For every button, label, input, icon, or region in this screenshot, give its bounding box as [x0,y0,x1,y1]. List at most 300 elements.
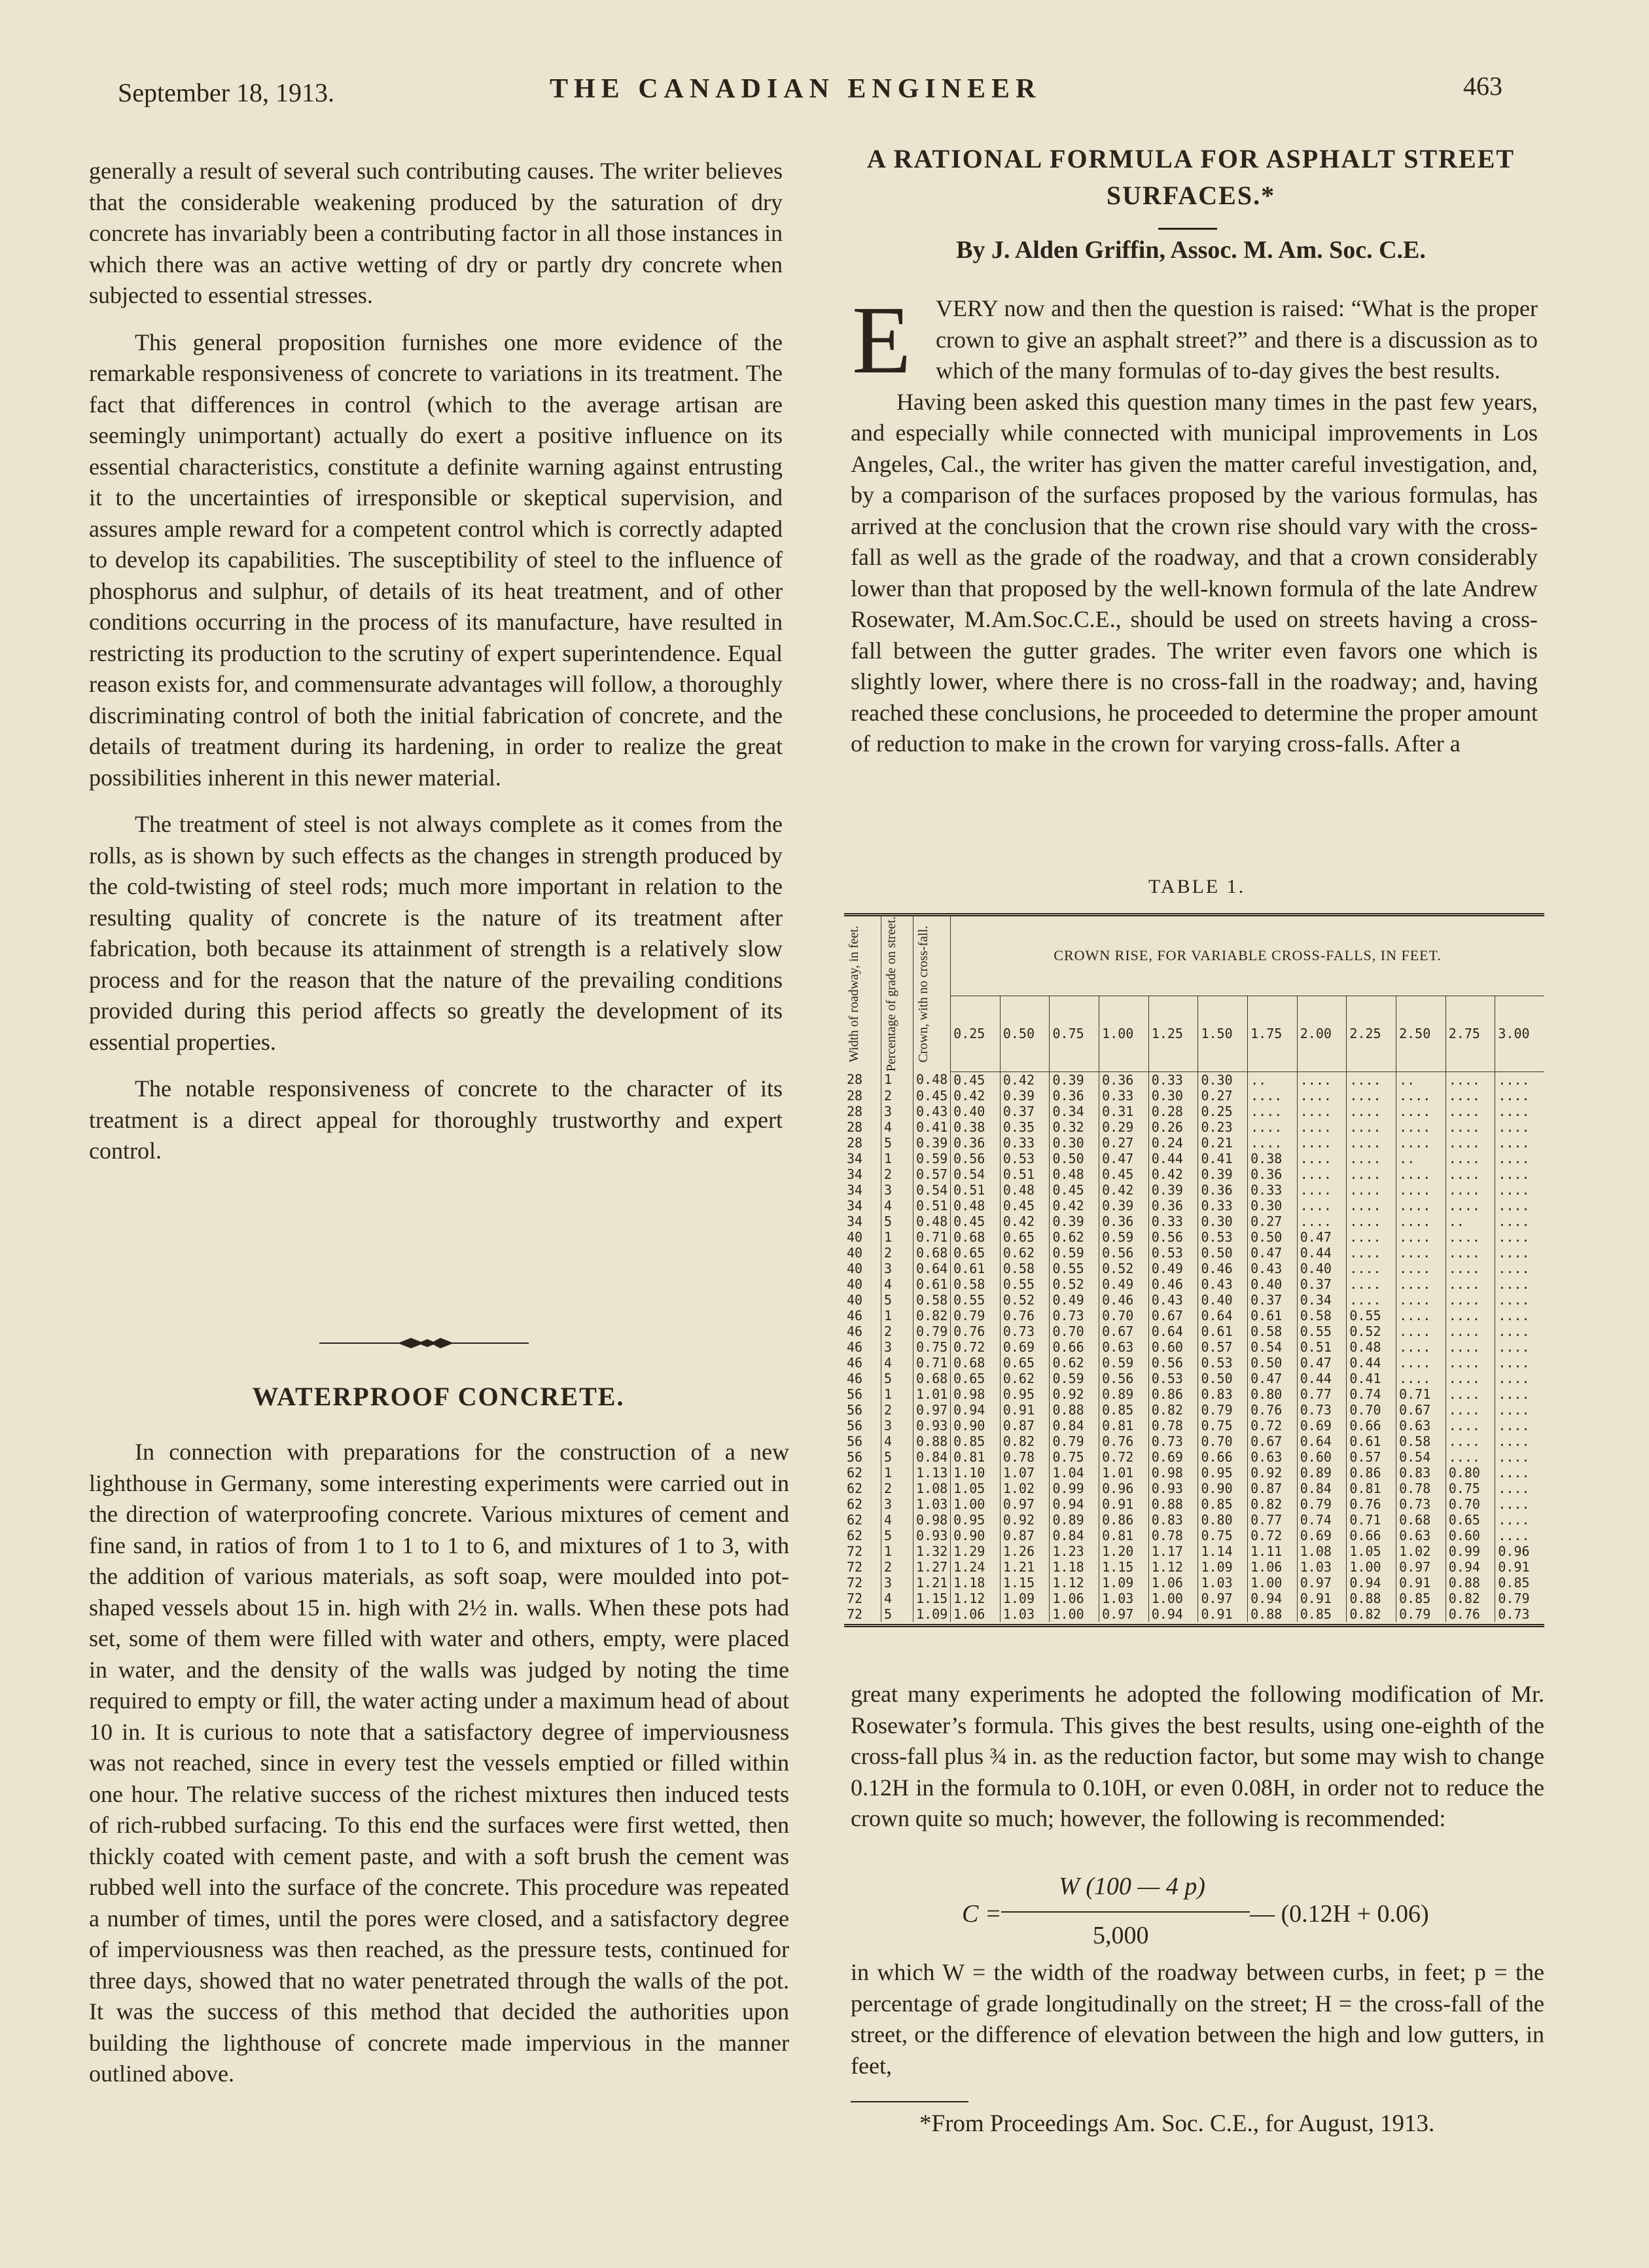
crown-rise-cell: .... [1498,1323,1530,1339]
crown-rise-cell: 0.91 [1000,1402,1050,1418]
crown-rise-cell: 0.43 [1248,1261,1298,1276]
crown-rise-cell: 0.76 [1445,1606,1495,1622]
crown-rise-cell: 0.30 [1198,1071,1248,1088]
crown-rise-cell: .... [1498,1354,1530,1371]
table-row [844,1214,1544,1229]
crown-rise-cell: 0.65 [1000,1229,1050,1245]
crown-rise-cell: 0.95 [951,1512,1001,1528]
crown-rise-cell: .... [1498,1496,1530,1512]
crown-rise-cell: 1.02 [1000,1481,1050,1496]
width-cell: 34 [844,1198,881,1214]
crown-rise-cell: .... [1396,1245,1446,1261]
crown-rise-cell: 0.50 [1050,1151,1099,1166]
width-cell: 40 [844,1245,881,1261]
crown-rise-cell: .... [1396,1166,1446,1182]
width-cell: 46 [844,1339,881,1355]
crown-rise-cell: .... [1396,1292,1446,1308]
grade-cell: 4 [881,1119,913,1135]
crown-rise-cell: 1.12 [951,1591,1001,1606]
crown-rise-cell: 0.87 [1248,1481,1298,1496]
crown-rise-cell: 0.92 [1248,1465,1298,1481]
crown-rise-cell: 0.64 [1297,1433,1347,1449]
width-cell: 62 [844,1465,881,1481]
crown-rise-cell: 0.75 [1198,1528,1248,1543]
crown-rise-cell: .... [1248,1119,1298,1135]
crown-rise-cell: 0.61 [951,1261,1001,1276]
crown-rise-cell: 0.33 [1248,1182,1298,1198]
crown-rise-cell: .... [1297,1119,1347,1135]
grade-cell: 3 [881,1496,913,1512]
width-cell: 46 [844,1323,881,1339]
crown-rise-cell: 0.80 [1248,1386,1298,1402]
width-cell: 72 [844,1559,881,1575]
crown-rise-cell: .... [1347,1261,1396,1276]
crown-rise-cell: 0.81 [1347,1481,1396,1496]
crown-rise-cell: 0.79 [1050,1433,1099,1449]
crown-rise-cell: .... [1248,1088,1298,1104]
crown-rise-cell: .... [1445,1151,1495,1166]
crown-rise-cell: 0.48 [1347,1339,1396,1355]
col-header-grade: Percentage of grade on street. [881,915,913,1072]
crown-rise-cell: 0.63 [1396,1418,1446,1433]
crown-rise-cell: 1.01 [1099,1465,1149,1481]
crown-rise-cell: 0.52 [1099,1261,1149,1276]
table-row [844,1323,1544,1339]
crown-rise-cell: .... [1347,1119,1396,1135]
crown-rise-cell: 0.39 [1198,1166,1248,1182]
crown-rise-cell: .... [1445,1245,1495,1261]
crown-rise-cell: .... [1498,1511,1530,1528]
crown-rise-cell: 0.46 [1099,1292,1149,1308]
crown-rise-cell: 0.85 [1099,1402,1149,1418]
crown-rise-cell: 0.99 [1050,1481,1099,1496]
crown-rise-cell: 0.42 [1050,1198,1099,1214]
crown-cell: 0.43 [913,1104,951,1119]
grade-cell: 1 [881,1151,913,1166]
grade-cell: 2 [881,1323,913,1339]
crown-rise-cell: .... [1445,1308,1495,1323]
crown-rise-cell: 0.58 [951,1276,1001,1292]
crown-rise-cell: .... [1498,1134,1530,1151]
width-cell: 56 [844,1386,881,1402]
crown-rise-cell: 0.33 [1099,1088,1149,1104]
crown-rise-cell: 0.37 [1000,1104,1050,1119]
grade-cell: 1 [881,1308,913,1323]
crown-rise-cell: 0.89 [1297,1465,1347,1481]
crown-rise-cell: .... [1347,1166,1396,1182]
crown-rise-cell: .... [1498,1087,1530,1104]
crown-rise-cell: 0.70 [1445,1496,1495,1512]
crown-rise-cell: 0.86 [1347,1465,1396,1481]
crown-cell: 1.08 [913,1481,951,1496]
crown-cell: 0.79 [913,1323,951,1339]
crown-rise-cell: .... [1498,1260,1530,1276]
journal-title: THE CANADIAN ENGINEER [550,74,1042,104]
crown-rise-cell: 0.83 [1198,1386,1248,1402]
crown-rise-cell: 0.82 [1347,1606,1396,1622]
crown-rise-cell: .... [1498,1213,1530,1229]
crossfall-header: 1.50 [1198,996,1248,1071]
crown-rise-cell: 0.60 [1297,1449,1347,1465]
crown-rise-header: CROWN RISE, FOR VARIABLE CROSS-FALLS, IN FEET. [951,915,1544,996]
crown-rise-cell: 0.97 [1099,1606,1149,1622]
width-cell: 72 [844,1575,881,1591]
crown-cell: 0.57 [913,1166,951,1182]
table-caption: TABLE 1. [1148,876,1246,897]
formula-numerator: W (100 — 4 p) [1059,1873,1205,1900]
crown-rise-cell: .... [1445,1135,1495,1151]
crown-cell: 0.61 [913,1276,951,1292]
crown-rise-cell: 0.81 [1099,1418,1149,1433]
crown-rise-cell: 1.00 [1248,1575,1298,1591]
crown-rise-cell: 0.94 [1248,1591,1298,1606]
table-row [844,1229,1544,1245]
crown-rise-cell: .... [1445,1198,1495,1214]
crown-rise-cell: 0.50 [1198,1245,1248,1261]
crown-rise-cell: .... [1347,1104,1396,1119]
crown-rise-cell: 1.17 [1148,1543,1198,1559]
crown-rise-cell: 0.37 [1297,1276,1347,1292]
crown-cell: 1.27 [913,1559,951,1575]
crown-rise-cell: 0.74 [1297,1512,1347,1528]
table-row [844,1104,1544,1119]
crown-rise-cell: 1.14 [1198,1543,1248,1559]
crown-rise-cell: 0.91 [1099,1496,1149,1512]
crown-rise-cell: 0.71 [1396,1386,1446,1402]
crown-rise-cell: 1.11 [1248,1543,1298,1559]
crown-rise-cell: .... [1445,1371,1495,1386]
crown-rise-cell: 0.87 [1000,1528,1050,1543]
crown-rise-cell: 0.69 [1000,1339,1050,1355]
crown-rise-cell: 0.33 [1148,1214,1198,1229]
crown-rise-cell: 0.77 [1248,1512,1298,1528]
table-row [844,1371,1544,1386]
crown-rise-cell: 0.90 [1198,1481,1248,1496]
crown-rise-cell: 0.74 [1347,1386,1396,1402]
crown-rise-cell: .... [1498,1401,1530,1418]
table-row [844,1528,1544,1543]
crown-rise-cell: 0.56 [951,1151,1001,1166]
article-intro [851,287,1538,760]
crown-rise-cell: 0.51 [951,1182,1001,1198]
page-number: 463 [1463,71,1502,101]
crown-rise-cell: 0.46 [1148,1276,1198,1292]
crown-rise-cell: 0.36 [1248,1166,1298,1182]
crown-rise-cell: 0.86 [1099,1512,1149,1528]
crown-rise-cell: 0.39 [1148,1182,1198,1198]
crown-rise-cell: 0.73 [1000,1323,1050,1339]
width-cell: 40 [844,1229,881,1245]
crown-rise-cell: .... [1445,1418,1495,1433]
fraction-bar [1001,1911,1250,1913]
crown-rise-cell: 0.72 [1248,1528,1298,1543]
crown-rise-cell: 0.80 [1198,1512,1248,1528]
width-cell: 34 [844,1214,881,1229]
crown-rise-cell: 0.55 [1050,1261,1099,1276]
paragraph: generally a result of several such contributing causes. The writer believes that the considerable weakening produced by the saturation of dry concrete has invariably been a contributing factor in all those instances in which there was an active wetting of dry or partly dry concrete when subjected to essential stresses. [89,158,783,308]
crown-rise-cell: 0.58 [1000,1261,1050,1276]
crown-rise-cell: .... [1347,1182,1396,1198]
crown-rise-cell: 0.32 [1050,1119,1099,1135]
crown-rise-cell: 0.77 [1297,1386,1347,1402]
width-cell: 62 [844,1481,881,1496]
crown-rise-cell: 0.53 [1198,1229,1248,1245]
crown-rise-cell: 0.85 [951,1433,1001,1449]
crown-rise-cell: 0.56 [1148,1229,1198,1245]
crown-rise-cell: 0.98 [951,1386,1001,1402]
crown-rise-cell: 1.18 [1050,1559,1099,1575]
grade-cell: 3 [881,1261,913,1276]
width-cell: 46 [844,1355,881,1371]
crown-cell: 0.64 [913,1261,951,1276]
crown-rise-cell: .... [1498,1181,1530,1198]
crown-rise-cell: 0.48 [951,1198,1001,1214]
crown-rise-cell: 1.00 [1050,1606,1099,1622]
crown-rise-cell: .... [1445,1386,1495,1402]
table-row [844,1151,1544,1166]
crown-rise-cell: 0.85 [1498,1574,1530,1591]
grade-cell: 2 [881,1481,913,1496]
crown-rise-cell: 0.42 [1000,1071,1050,1088]
crown-cell: 0.97 [913,1402,951,1418]
crown-rise-cell: 0.93 [1148,1481,1198,1496]
crown-rise-cell: 1.07 [1000,1465,1050,1481]
crown-rise-cell: 0.70 [1198,1433,1248,1449]
grade-cell: 3 [881,1339,913,1355]
crown-rise-cell: 0.45 [1050,1182,1099,1198]
crown-rise-cell: .... [1498,1339,1530,1355]
crown-rise-cell: 0.60 [1445,1528,1495,1543]
crown-rise-cell: 0.76 [951,1323,1001,1339]
crown-rise-cell: .... [1445,1261,1495,1276]
grade-cell: 2 [881,1088,913,1104]
crown-rise-cell: 0.29 [1099,1119,1149,1135]
crown-rise-cell: 0.34 [1050,1104,1099,1119]
crown-rise-cell: 0.79 [951,1308,1001,1323]
width-cell: 56 [844,1402,881,1418]
crown-rise-cell: 0.76 [1347,1496,1396,1512]
crossfall-header: 2.50 [1396,996,1446,1071]
crown-rise-cell: 0.78 [1000,1449,1050,1465]
crown-rise-cell: 0.44 [1148,1151,1198,1166]
crown-rise-cell: 0.47 [1297,1355,1347,1371]
crossfall-header: 0.75 [1050,996,1099,1071]
crown-rise-cell: 0.59 [1099,1355,1149,1371]
crown-rise-cell: 0.67 [1248,1433,1298,1449]
crown-rise-cell: 0.54 [1248,1339,1298,1355]
crown-rise-cell: .... [1445,1339,1495,1355]
table-row [844,1119,1544,1135]
crown-rise-cell: 0.57 [1198,1339,1248,1355]
crown-rise-cell: 0.97 [1198,1591,1248,1606]
crown-rise-cell: 1.08 [1297,1543,1347,1559]
crown-rise-cell: 1.05 [1347,1543,1396,1559]
crown-rise-cell: .... [1347,1245,1396,1261]
width-cell: 72 [844,1543,881,1559]
crown-rise-cell: .... [1445,1166,1495,1182]
crown-rise-cell: 1.00 [1347,1559,1396,1575]
formula-tail: — (0.12H + 0.06) [1250,1900,1429,1928]
crown-rise-cell: .... [1297,1198,1347,1214]
crown-rise-cell: 0.35 [1000,1119,1050,1135]
crown-rise-cell: .... [1445,1292,1495,1308]
crown-rise-cell: .... [1347,1135,1396,1151]
table-row [844,1543,1544,1559]
crown-cell: 0.45 [913,1088,951,1104]
crown-rise-cell: 0.66 [1198,1449,1248,1465]
crown-rise-cell: .. [1396,1071,1446,1088]
crown-rise-cell: .... [1297,1214,1347,1229]
crown-rise-cell: 0.66 [1347,1528,1396,1543]
crown-rise-cell: 0.41 [1198,1151,1248,1166]
crown-rise-cell: 0.50 [1198,1371,1248,1386]
crown-rise-cell: 0.56 [1099,1371,1149,1386]
crown-rise-cell: .... [1498,1150,1530,1166]
crown-rise-cell: 0.75 [1050,1449,1099,1465]
table-row [844,1449,1544,1465]
crown-rise-cell: 1.00 [1148,1591,1198,1606]
crown-cell: 0.68 [913,1245,951,1261]
crown-rise-cell: 1.06 [1050,1591,1099,1606]
crown-rise-cell: .. [1248,1071,1298,1088]
table-row [844,1465,1544,1481]
crown-rise-cell: .... [1396,1104,1446,1119]
crown-rise-cell: .... [1445,1119,1495,1135]
crown-rise-cell: 0.40 [1297,1261,1347,1276]
crown-rise-cell: 0.55 [951,1292,1001,1308]
crown-rise-cell: 0.37 [1248,1292,1298,1308]
crown-rise-cell: 0.94 [1148,1606,1198,1622]
crossfall-header: 0.50 [1000,996,1050,1071]
crown-rise-cell: .... [1445,1071,1495,1088]
crown-rise-cell: .... [1396,1261,1446,1276]
table-row [844,1481,1544,1496]
crown-rise-cell: 0.36 [1099,1071,1149,1088]
crown-rise-cell: 0.23 [1198,1119,1248,1135]
crown-rise-cell: .... [1396,1276,1446,1292]
crown-rise-cell: 0.92 [1000,1512,1050,1528]
crown-rise-cell: 0.59 [1099,1229,1149,1245]
crown-rise-cell: .... [1396,1355,1446,1371]
crown-rise-cell: .... [1248,1104,1298,1119]
crown-rise-cell: 0.88 [1148,1496,1198,1512]
table-row [844,1355,1544,1371]
crown-rise-cell: .... [1498,1166,1530,1182]
crown-rise-cell: 0.42 [1099,1182,1149,1198]
crown-rise-cell: 0.76 [1248,1402,1298,1418]
crown-rise-cell: .... [1498,1449,1530,1465]
crown-rise-cell: 0.50 [1248,1355,1298,1371]
crown-rise-cell: .... [1498,1480,1530,1496]
table-row [844,1606,1544,1622]
waterproof-body [89,1437,789,2090]
crown-rise-cell: 0.59 [1050,1245,1099,1261]
crown-rise-cell: 0.47 [1248,1245,1298,1261]
crown-rise-cell: 0.31 [1099,1104,1149,1119]
width-cell: 56 [844,1433,881,1449]
crown-rise-cell: 0.39 [1000,1088,1050,1104]
crown-rise-cell: 0.49 [1050,1292,1099,1308]
width-cell: 62 [844,1528,881,1543]
crown-cell: 1.13 [913,1465,951,1481]
paragraph: great many experiments he adopted the following modification of Mr. Rosewater’s formula. This gives the best results, using one-eighth of the cross-fall plus ¾ in. as the reduction factor, but some may wish to change 0.12H in the formula to 0.10H, or even 0.08H, in order not to reduce the crown quite so much; however, the following is recommended: [851,1681,1544,1831]
crown-rise-cell: 0.62 [1000,1245,1050,1261]
crown-rise-cell: 0.30 [1198,1214,1248,1229]
crown-rise-cell: 1.23 [1050,1543,1099,1559]
crown-rise-cell: 0.56 [1099,1245,1149,1261]
crown-rise-cell: 0.91 [1198,1606,1248,1622]
crown-cell: 0.68 [913,1371,951,1386]
crown-cell: 0.84 [913,1449,951,1465]
crown-rise-cell: 0.49 [1099,1276,1149,1292]
crown-rise-cell: 0.61 [1198,1323,1248,1339]
crown-rise-cell: 0.27 [1198,1088,1248,1104]
crown-rise-cell: 0.48 [1000,1182,1050,1198]
crown-rise-cell: .... [1396,1229,1446,1245]
grade-cell: 4 [881,1355,913,1371]
crown-rise-cell: 0.63 [1248,1449,1298,1465]
crown-rise-cell: 0.86 [1148,1386,1198,1402]
crown-rise-cell: .... [1396,1119,1446,1135]
width-cell: 28 [844,1071,881,1088]
crown-rise-cell: .. [1445,1214,1495,1229]
crown-rise-cell: 0.44 [1297,1245,1347,1261]
crown-rise-cell: 0.53 [1198,1355,1248,1371]
crown-rise-cell: 0.78 [1148,1418,1198,1433]
crown-rise-cell: 0.81 [1099,1528,1149,1543]
crown-rise-cell: 1.03 [1000,1606,1050,1622]
crown-rise-cell: 0.54 [951,1166,1001,1182]
crown-rise-cell: .... [1347,1292,1396,1308]
crown-cell: 1.09 [913,1606,951,1622]
crown-rise-cell: 1.05 [951,1481,1001,1496]
crown-cell: 0.41 [913,1119,951,1135]
crown-rise-cell: 0.94 [1445,1559,1495,1575]
crown-rise-cell: .... [1445,1449,1495,1465]
crown-rise-cell: 0.36 [1099,1214,1149,1229]
crown-rise-cell: 0.36 [1050,1088,1099,1104]
crown-rise-cell: 0.38 [951,1119,1001,1135]
crown-rise-cell: 0.42 [951,1088,1001,1104]
crown-rise-cell: .... [1396,1198,1446,1214]
crown-rise-cell: .... [1347,1229,1396,1245]
grade-cell: 5 [881,1214,913,1229]
drop-cap: E [852,287,912,394]
width-cell: 56 [844,1418,881,1433]
crown-rise-cell: 0.36 [1198,1182,1248,1198]
crown-rise-cell: 0.27 [1099,1135,1149,1151]
table-row [844,1559,1544,1575]
width-cell: 28 [844,1088,881,1104]
table-row [844,1292,1544,1308]
grade-cell: 1 [881,1229,913,1245]
crown-rise-cell: 0.33 [1198,1198,1248,1214]
crown-rise-cell: 1.03 [1297,1559,1347,1575]
width-cell: 62 [844,1496,881,1512]
width-cell: 46 [844,1371,881,1386]
crown-rise-cell: 0.55 [1297,1323,1347,1339]
crown-rise-cell: .... [1498,1291,1530,1308]
crown-rise-cell: 0.55 [1000,1276,1050,1292]
crown-rise-cell: 0.91 [1396,1575,1446,1591]
crown-rise-cell: 1.06 [1248,1559,1298,1575]
grade-cell: 1 [881,1071,913,1088]
crown-rise-cell: .... [1498,1386,1530,1402]
crown-rise-cell: .... [1498,1527,1530,1543]
grade-cell: 2 [881,1402,913,1418]
width-cell: 28 [844,1135,881,1151]
crown-rise-cell: 0.62 [1000,1371,1050,1386]
